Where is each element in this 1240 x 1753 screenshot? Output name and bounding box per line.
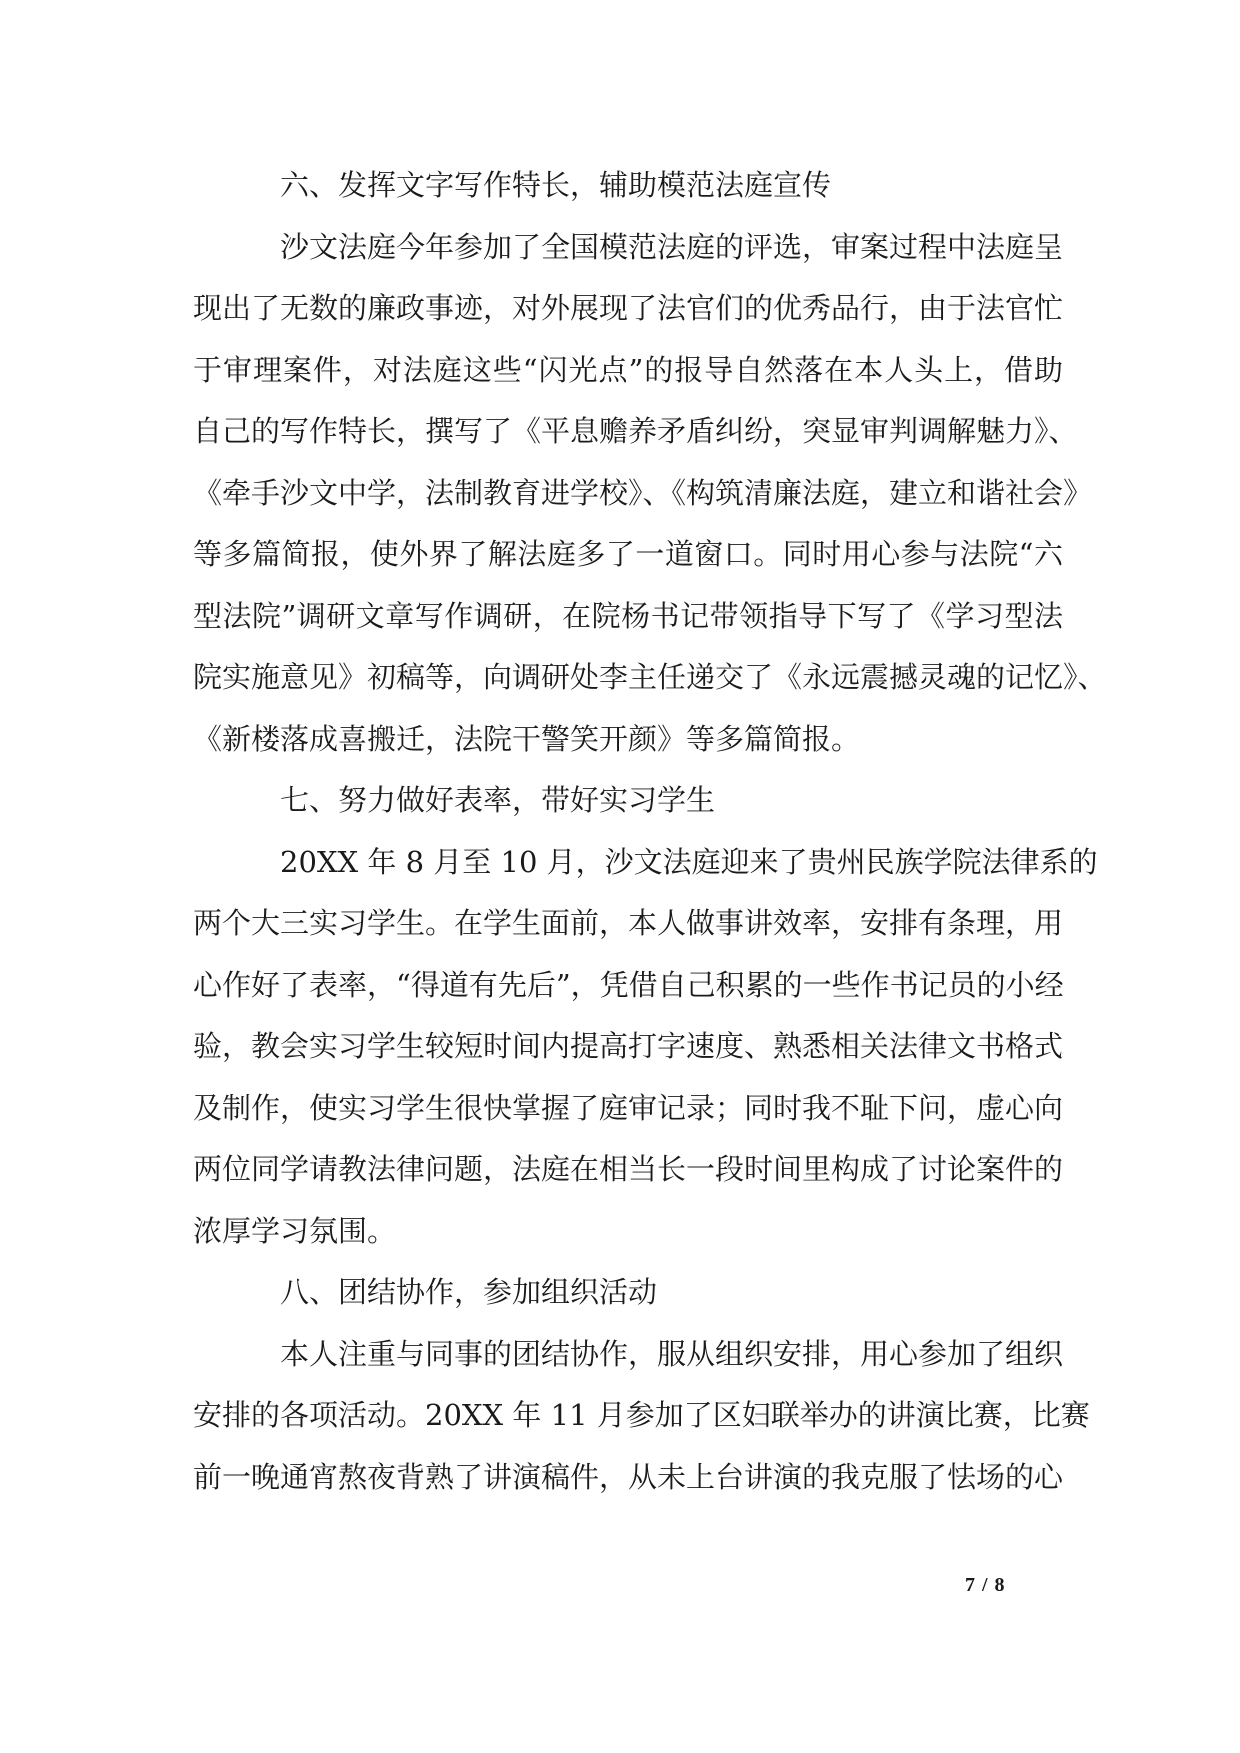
paragraph-line: 及制作，使实习学生很快掌握了庭审记录；同时我不耻下问，虚心向 — [193, 1090, 1064, 1125]
paragraph-line: 自己的写作特长，撰写了《平息赡养矛盾纠纷，突显审判调解魅力》、 — [193, 414, 1078, 448]
paragraph-line: 型法院”调研文章写作调研，在院杨书记带领指导下写了《学习型法 — [193, 598, 1063, 633]
paragraph-line: 等多篇简报，使外界了解法庭多了一道窗口。同时用心参与法院“六 — [193, 537, 1063, 571]
paragraph-line: 沙文法庭今年参加了全国模范法庭的评选，审案过程中法庭呈 — [280, 229, 1064, 264]
section-heading: 七、努力做好表率，带好实习学生 — [280, 783, 716, 817]
paragraph-line: 20XX 年 8 月至 10 月，沙文法庭迎来了贵州民族学院法律系的 — [280, 844, 1098, 879]
page-number: 7 / 8 — [965, 1574, 1006, 1596]
paragraph-line: 现出了无数的廉政事迹，对外展现了法官们的优秀品行，由于法官忙 — [193, 291, 1064, 325]
paragraph-line: 浓厚学习氛围。 — [193, 1213, 397, 1248]
paragraph-line: 前一晚通宵熬夜背熟了讲演稿件，从未上台讲演的我克服了怯场的心 — [193, 1459, 1064, 1494]
paragraph-line: 《牵手沙文中学，法制教育进学校》、《构筑清廉法庭，建立和谐社会》 — [193, 475, 1093, 510]
paragraph-line: 安排的各项活动。20XX 年 11 月参加了区妇联举办的讲演比赛，比赛 — [193, 1398, 1090, 1432]
paragraph-line: 验，教会实习学生较短时间内提高打字速度、熟悉相关法律文书格式 — [193, 1029, 1064, 1063]
paragraph-line: 两个大三实习学生。在学生面前，本人做事讲效率，安排有条理，用 — [193, 906, 1064, 940]
paragraph-line: 院实施意见》初稿等，向调研处李主任递交了《永远震撼灵魂的记忆》、 — [193, 660, 1107, 694]
paragraph-line: 《新楼落成喜搬迁，法院干警笑开颜》等多篇简报。 — [193, 721, 861, 756]
paragraph-line: 本人注重与同事的团结协作，服从组织安排，用心参加了组织 — [280, 1336, 1064, 1371]
paragraph-line: 于审理案件，对法庭这些“闪光点”的报导自然落在本人头上，借助 — [193, 352, 1063, 387]
paragraph-line: 两位同学请教法律问题，法庭在相当长一段时间里构成了讨论案件的 — [193, 1152, 1064, 1186]
section-heading: 六、发挥文字写作特长，辅助模范法庭宣传 — [280, 168, 832, 202]
document-body — [193, 155, 1107, 1508]
paragraph-line: 心作好了表率，“得道有先后”，凭借自己积累的一些作书记员的小经 — [193, 967, 1064, 1002]
section-heading: 八、团结协作，参加组织活动 — [280, 1275, 658, 1309]
